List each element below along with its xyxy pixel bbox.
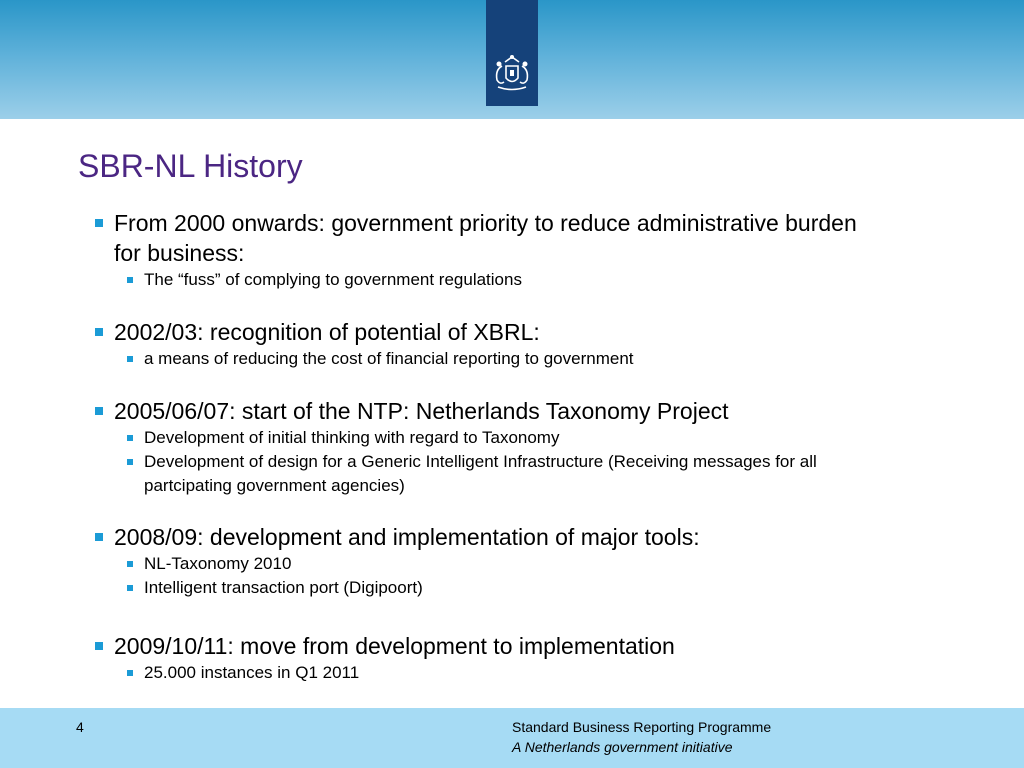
bullet-text: 2002/03: recognition of potential of XBRL: [114, 319, 540, 345]
bullet-marker [95, 407, 103, 415]
sub-bullet-marker [127, 585, 133, 591]
sub-bullet-marker [127, 561, 133, 567]
bullet-text: 2008/09: development and implementation of major tools: [114, 524, 700, 550]
sub-bullet-text: Intelligent transaction port (Digipoort) [144, 578, 423, 597]
page-number: 4 [76, 719, 84, 735]
sub-bullet-text: NL-Taxonomy 2010 [144, 554, 292, 573]
sub-bullet-text: Development of design for a Generic Intelligent Infrastructure (Receiving messages for all [144, 452, 817, 471]
footer [0, 708, 1024, 768]
sub-bullet-text: a means of reducing the cost of financial reporting to government [144, 349, 634, 368]
netherlands-coat-of-arms-icon [488, 52, 536, 94]
bullet-text: 2009/10/11: move from development to implementation [114, 633, 675, 659]
sub-bullet-marker [127, 435, 133, 441]
bullet-marker [95, 533, 103, 541]
sub-bullet-marker [127, 459, 133, 465]
sub-bullet-text: Development of initial thinking with regard to Taxonomy [144, 428, 560, 447]
sub-bullet-text: 25.000 instances in Q1 2011 [144, 663, 360, 682]
sub-bullet-marker [127, 670, 133, 676]
initiative-tagline: A Netherlands government initiative [512, 739, 733, 755]
government-logo [486, 0, 538, 106]
sub-bullet-text: partcipating government agencies) [144, 476, 405, 495]
bullet-text: From 2000 onwards: government priority to reduce administrative burden [114, 210, 857, 236]
bullet-marker [95, 219, 103, 227]
header-banner [0, 0, 1024, 119]
sub-bullet-marker [127, 277, 133, 283]
bullet-marker [95, 642, 103, 650]
sub-bullet-text: The “fuss” of complying to government regulations [144, 270, 522, 289]
programme-name: Standard Business Reporting Programme [512, 719, 772, 735]
bullet-text: for business: [114, 240, 245, 266]
bullet-marker [95, 328, 103, 336]
bullet-text: 2005/06/07: start of the NTP: Netherlands Taxonomy Project [114, 398, 729, 424]
sub-bullet-marker [127, 356, 133, 362]
slide-title: SBR-NL History [78, 148, 303, 184]
